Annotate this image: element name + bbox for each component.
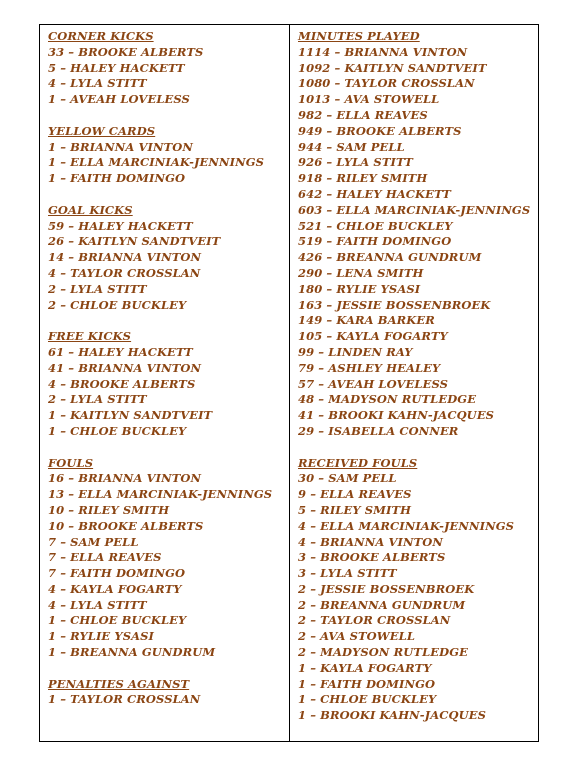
- list-item: 14 – BRIANNA VINTON: [48, 250, 202, 265]
- list-item: 59 – HALEY HACKETT: [48, 218, 193, 233]
- list-item: 2 – AVA STOWELL: [298, 629, 416, 644]
- list-item: 982 – ELLA REAVES: [298, 107, 428, 122]
- list-item: 642 – HALEY HACKETT: [298, 186, 451, 201]
- list-item: 33 – BROOKE ALBERTS: [48, 44, 204, 59]
- list-item: 519 – FAITH DOMINGO: [298, 234, 452, 249]
- list-item: 105 – KAYLA FOGARTY: [298, 329, 448, 344]
- list-item: 99 – LINDEN RAY: [298, 344, 413, 359]
- list-item: 41 – BRIANNA VINTON: [48, 360, 202, 375]
- list-item: 3 – LYLA STITT: [298, 566, 397, 581]
- section-heading-yellow-cards: YELLOW CARDS: [48, 123, 156, 138]
- list-item: 1 – AVEAH LOVELESS: [48, 92, 190, 107]
- list-item: 1 – BRIANNA VINTON: [48, 139, 193, 154]
- list-item: 2 – MADYSON RUTLEDGE: [298, 645, 468, 660]
- list-item: 5 – HALEY HACKETT: [48, 60, 185, 75]
- list-item: 521 – CHLOE BUCKLEY: [298, 218, 453, 233]
- spacer: [298, 440, 538, 456]
- list-item: 1092 – KAITLYN SANDTVEIT: [298, 60, 487, 75]
- list-item: 5 – RILEY SMITH: [298, 502, 412, 517]
- list-item: 1 – BREANNA GUNDRUM: [48, 645, 216, 660]
- list-item: 4 – LYLA STITT: [48, 76, 147, 91]
- section-heading-free-kicks: FREE KICKS: [48, 329, 132, 344]
- list-item: 57 – AVEAH LOVELESS: [298, 376, 449, 391]
- spacer: [48, 661, 289, 677]
- list-item: 2 – JESSIE BOSSENBROEK: [298, 581, 475, 596]
- list-item: 61 – HALEY HACKETT: [48, 344, 193, 359]
- list-item: 4 – BRIANNA VINTON: [298, 534, 443, 549]
- list-item: 4 – BROOKE ALBERTS: [48, 376, 196, 391]
- list-item: 79 – ASHLEY HEALEY: [298, 360, 441, 375]
- list-item: 1 – ELLA MARCINIAK-JENNINGS: [48, 155, 265, 170]
- list-item: 41 – BROOKI KAHN-JACQUES: [298, 408, 495, 423]
- list-item: 1114 – BRIANNA VINTON: [298, 44, 468, 59]
- list-item: 603 – ELLA MARCINIAK-JENNINGS: [298, 202, 531, 217]
- list-item: 7 – SAM PELL: [48, 534, 139, 549]
- list-item: 2 – LYLA STITT: [48, 392, 147, 407]
- list-item: 1 – KAITLYN SANDTVEIT: [48, 408, 213, 423]
- list-item: 26 – KAITLYN SANDTVEIT: [48, 234, 221, 249]
- stats-table: [39, 24, 539, 742]
- section-heading-corner-kicks: CORNER KICKS: [48, 29, 154, 43]
- list-item: 4 – KAYLA FOGARTY: [48, 581, 182, 596]
- left-column: [40, 25, 290, 741]
- section-heading-received-fouls: RECEIVED FOULS: [298, 455, 418, 470]
- list-item: 1 – FAITH DOMINGO: [48, 171, 186, 186]
- list-item: 180 – RYLIE YSASI: [298, 281, 421, 296]
- section-heading-minutes-played: MINUTES PLAYED: [298, 29, 420, 43]
- list-item: 4 – LYLA STITT: [48, 597, 147, 612]
- list-item: 1013 – AVA STOWELL: [298, 92, 440, 107]
- list-item: 1 – CHLOE BUCKLEY: [48, 423, 187, 438]
- list-item: 2 – CHLOE BUCKLEY: [48, 297, 187, 312]
- section-heading-fouls: FOULS: [48, 455, 94, 470]
- section-heading-goal-kicks: GOAL KICKS: [48, 202, 133, 217]
- list-item: 13 – ELLA MARCINIAK-JENNINGS: [48, 487, 273, 502]
- list-item: 10 – BROOKE ALBERTS: [48, 518, 204, 533]
- list-item: 1080 – TAYLOR CROSSLAN: [298, 76, 475, 91]
- list-item: 2 – BREANNA GUNDRUM: [298, 597, 466, 612]
- list-item: 29 – ISABELLA CONNER: [298, 423, 459, 438]
- section-heading-penalties-against: PENALTIES AGAINST: [48, 676, 190, 691]
- list-item: 926 – LYLA STITT: [298, 155, 413, 170]
- list-item: 4 – TAYLOR CROSSLAN: [48, 265, 201, 280]
- list-item: 290 – LENA SMITH: [298, 265, 424, 280]
- list-item: 1 – TAYLOR CROSSLAN: [48, 692, 201, 707]
- list-item: 163 – JESSIE BOSSENBROEK: [298, 297, 491, 312]
- list-item: 16 – BRIANNA VINTON: [48, 471, 202, 486]
- list-item: 944 – SAM PELL: [298, 139, 405, 154]
- list-item: 149 – KARA BARKER: [298, 313, 435, 328]
- list-item: 1 – KAYLA FOGARTY: [298, 660, 432, 675]
- spacer: [48, 108, 289, 124]
- list-item: 2 – LYLA STITT: [48, 281, 147, 296]
- list-item: 1 – CHLOE BUCKLEY: [48, 613, 187, 628]
- list-item: 1 – FAITH DOMINGO: [298, 676, 436, 691]
- list-item: 2 – TAYLOR CROSSLAN: [298, 613, 451, 628]
- right-column: [290, 25, 538, 741]
- list-item: 48 – MADYSON RUTLEDGE: [298, 392, 477, 407]
- list-item: 7 – ELLA REAVES: [48, 550, 162, 565]
- list-item: 3 – BROOKE ALBERTS: [298, 550, 446, 565]
- list-item: 10 – RILEY SMITH: [48, 502, 170, 517]
- list-item: 4 – ELLA MARCINIAK-JENNINGS: [298, 518, 515, 533]
- list-item: 1 – CHLOE BUCKLEY: [298, 692, 437, 707]
- list-item: 918 – RILEY SMITH: [298, 171, 428, 186]
- list-item: 7 – FAITH DOMINGO: [48, 566, 186, 581]
- spacer: [48, 187, 289, 203]
- spacer: [48, 313, 289, 329]
- spacer: [48, 440, 289, 456]
- list-item: 949 – BROOKE ALBERTS: [298, 123, 462, 138]
- list-item: 426 – BREANNA GUNDRUM: [298, 250, 482, 265]
- list-item: 1 – RYLIE YSASI: [48, 629, 155, 644]
- list-item: 9 – ELLA REAVES: [298, 487, 412, 502]
- list-item: 30 – SAM PELL: [298, 471, 397, 486]
- list-item: 1 – BROOKI KAHN-JACQUES: [298, 708, 486, 723]
